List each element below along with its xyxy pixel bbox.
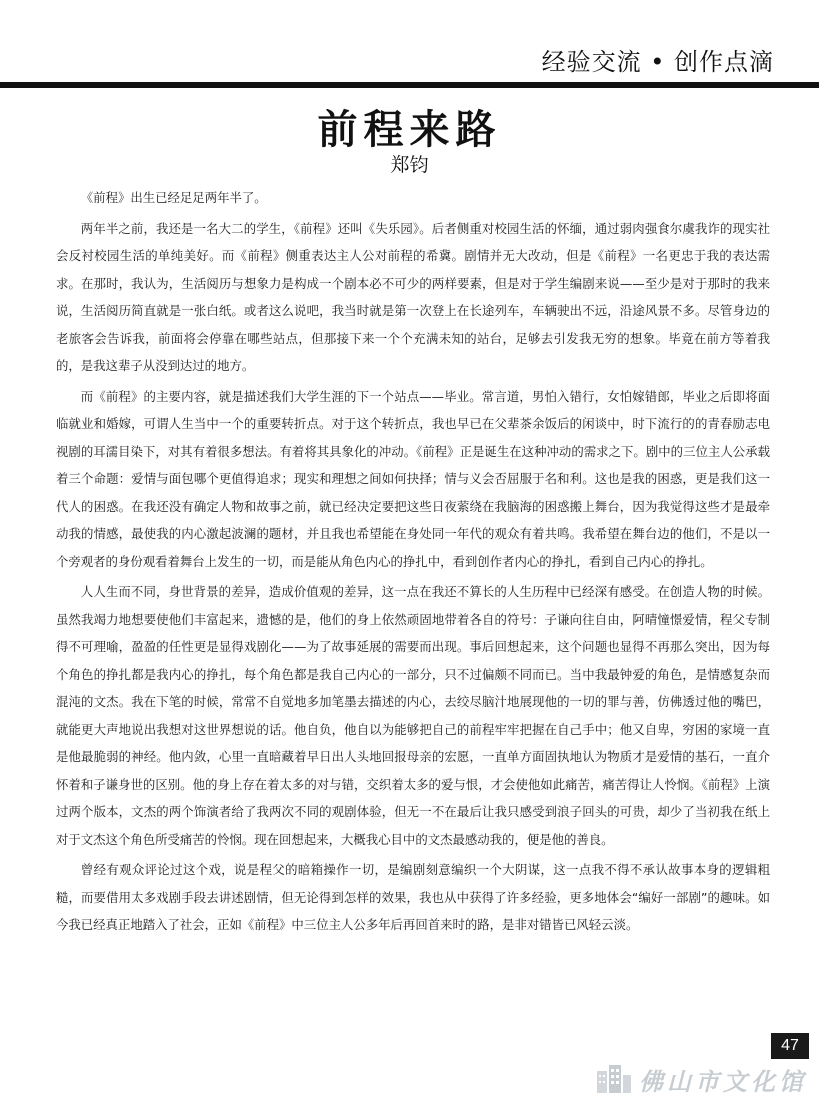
paragraph: 《前程》出生已经足足两年半了。 (80, 190, 267, 205)
header-rule (0, 82, 819, 88)
article-author: 郑钧 (390, 154, 429, 176)
watermark (593, 1062, 807, 1096)
paragraph: 人人生而不同，身世背景的差异，造成价值观的差异，这一点在我还不算长的人生历程中已经深有感受。在创造人物的时候。虽然我竭力地想要使他们丰富起来，遗憾的是，他们的身上依然顽固地带着各自的符号：子谦向往自由，阿晴憧憬爱情，程父专制得不可理喻，盈盈的任性更是显得戏剧化——为了故事延展的需要而出现。事后回想起来，这个问题也显得不再那么突出，因为每个角色的挣扎都是我内心的挣扎，每个角色都是我自己内心的一部分，只不过偏颇不同而已。当中我最钟爱的角色，是情感复杂而混沌的文杰。我在下笔的时候，常常不自觉地多加笔墨去描述的内心，去绞尽脑汁地展现他的一切的罪与善，仿佛透过他的嘴巴，就能更大声地说出我想对这世界想说的话。他自负，他自以为能够把自己的前程牢牢把握在自己手中；他又自卑，穷困的家境一直是他最脆弱的神经。他内敛，心里一直暗藏着早日出人头地回报母亲的宏愿，一直单方面固执地认为物质才是爱情的基石，一直介怀着和子谦身世的区别。他的身上存在着太多的对与错，交织着太多的爱与恨，才会使他如此痛苦，痛苦得让人怜悯。《前程》上演过两个版本，文杰的两个饰演者给了我两次不同的观剧体验，但无一不在最后让我只感受到浪子回头的可贵，却少了当初我在纸上对于文杰这个角色所受痛苦的怜悯。现在回想起来，大概我心目中的文杰最感动我的，便是他的善良。 (56, 584, 770, 847)
paragraph: 曾经有观众评论过这个戏，说是程父的暗箱操作一切，是编剧刻意编织一个大阴谋，这一点我不得不承认故事本身的逻辑粗糙，而要借用太多戏剧手段去讲述剧情，但无论得到怎样的效果，我也从中获得了许多经验，更多地体会“编好一部剧”的趣味。如今我已经真正地踏入了社会，正如《前程》中三位主人公多年后再回首来时的路，是非对错皆已风轻云淡。 (56, 862, 770, 932)
article-title: 前程来路 (317, 107, 502, 153)
page-header (0, 0, 819, 96)
paragraph: 而《前程》的主要内容，就是描述我们大学生涯的下一个站点——毕业。常言道，男怕入错行，女怕嫁错郎，毕业之后即将面临就业和婚嫁，可谓人生当中一个的重要转折点。对于这个转折点，我也早已在父辈茶余饭后的闲谈中，时下流行的的青春励志电视剧的耳濡目染下，对其有着很多想法。有着将其具象化的冲动。《前程》正是诞生在这种冲动的需求之下。剧中的三位主人公承载着三个命题：爱情与面包哪个更值得追求；现实和理想之间如何抉择；情与义会否屈服于名和利。这也是我的困惑，更是我们这一代人的困惑。在我还没有确定人物和故事之前，就已经决定要把这些日夜萦绕在我脑海的困惑搬上舞台，因为我觉得这些才是最牵动我的情感，最使我的内心激起波澜的题材，并且我也希望能在身处同一年代的观众有着共鸣。我希望在舞台边的他们，不是以一个旁观者的身份观看着舞台上发生的一切，而是能从角色内心的挣扎中，看到创作者内心的挣扎，看到自己内心的挣扎。 (56, 388, 770, 569)
article-body (56, 184, 770, 942)
paragraph: 两年半之前，我还是一名大二的学生，《前程》还叫《失乐园》。后者侧重对校园生活的怀缅，通过弱肉强食尔虞我诈的现实社会反衬校园生活的单纯美好。而《前程》侧重表达主人公对前程的希冀。剧情并无大改动，但是《前程》一名更忠于我的表达需求。在那时，我认为，生活阅历与想象力是构成一个剧本必不可少的两样要素，但是对于学生编剧来说——至少是对于那时的我来说，生活阅历简直就是一张白纸。或者这么说吧，我当时就是第一次登上在长途列车，车辆驶出不远，沿途风景不多。尽管身边的老旅客会告诉我，前面将会停靠在哪些站点，但那接下来一个个充满未知的站台，足够去引发我无穷的想象。毕竟在前方等着我的，是我这辈子从没到达过的地方。 (56, 220, 770, 373)
watermark-text: 佛山市文化馆 (639, 1066, 807, 1096)
section-title: 经验交流 • 创作点滴 (541, 48, 774, 76)
building-logo-icon (593, 1063, 633, 1095)
page-number: 47 (771, 1033, 809, 1059)
